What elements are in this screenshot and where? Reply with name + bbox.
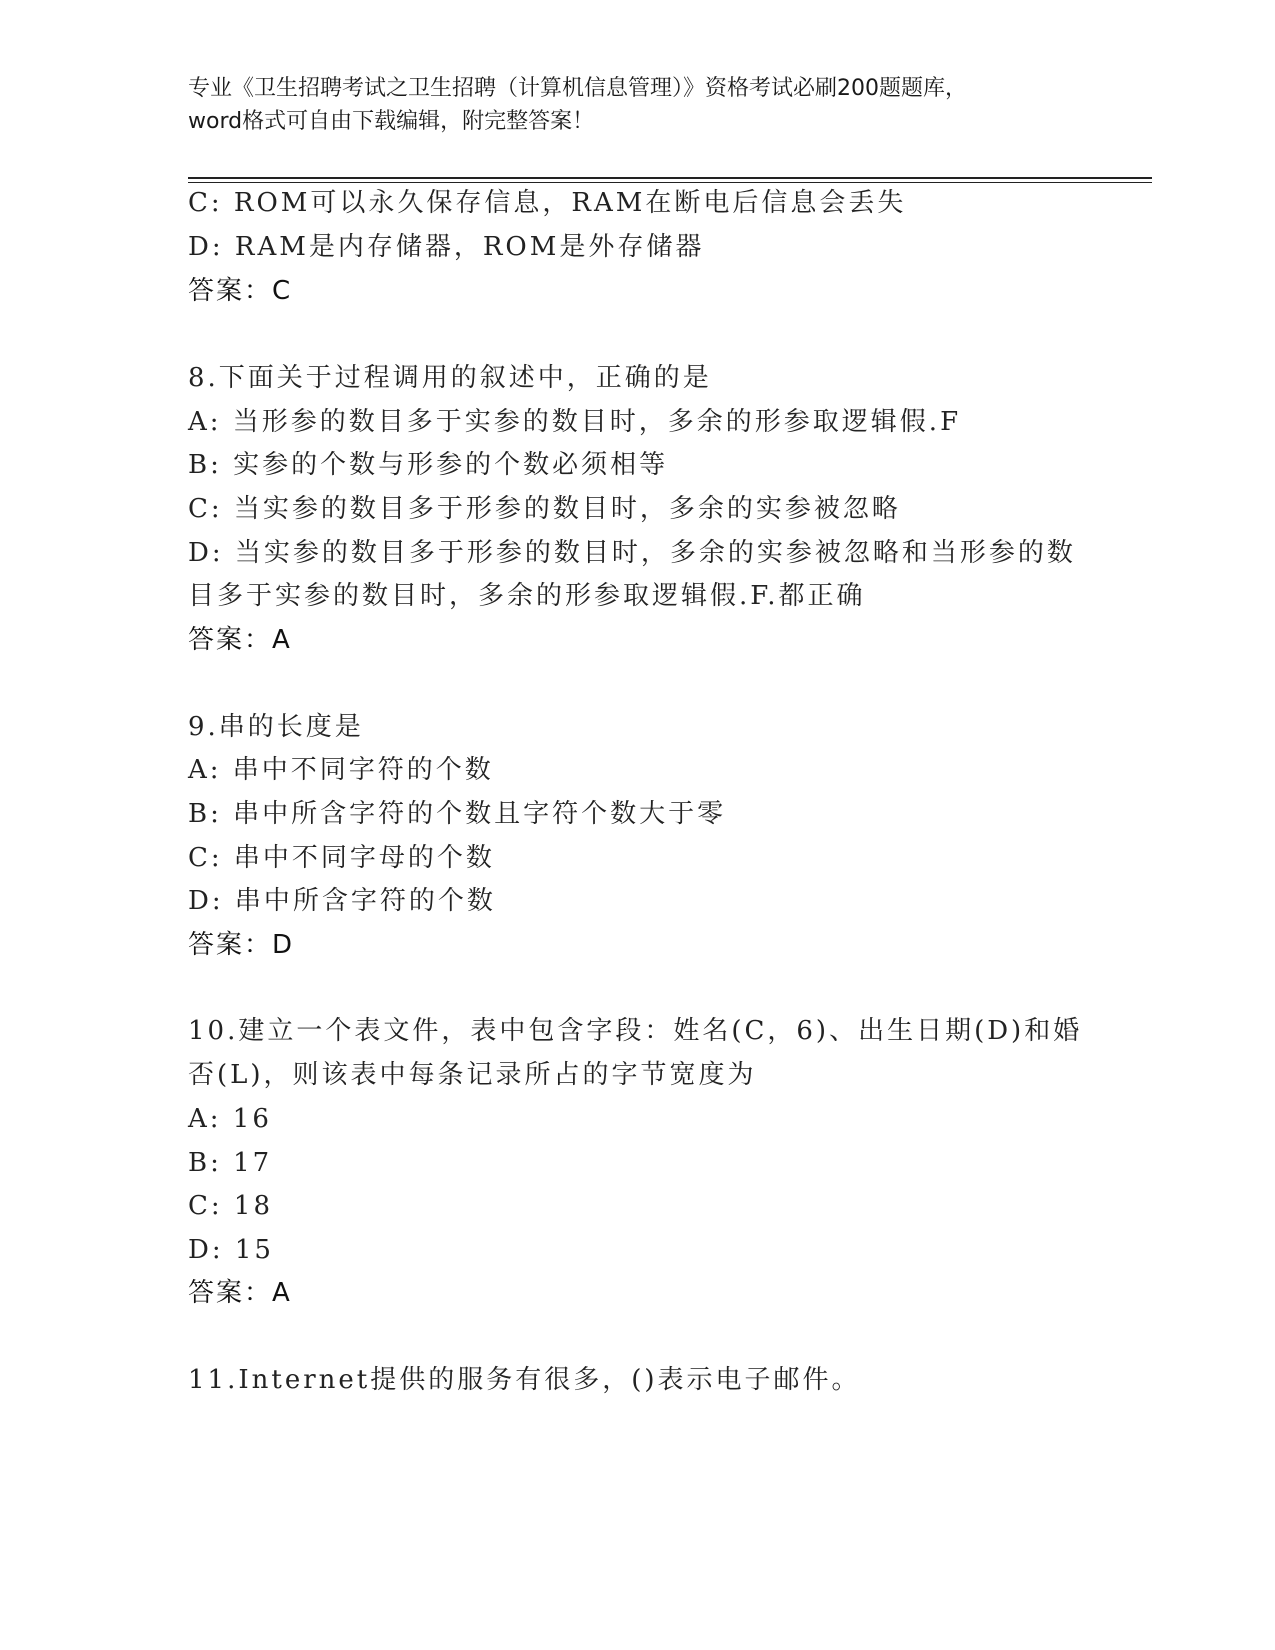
q8-option-c: C: 当实参的数目多于形参的数目时，多余的实参被忽略 <box>188 494 901 524</box>
q10-question-line-2: 否(L)，则该表中每条记录所占的字节宽度为 <box>188 1060 757 1090</box>
q10-option-d: D: 15 <box>188 1235 274 1265</box>
q10-option-a: A: 16 <box>188 1104 272 1134</box>
q9-option-c: C: 串中不同字母的个数 <box>188 843 495 873</box>
q8-answer: 答案：A <box>188 625 292 655</box>
q9-answer: 答案：D <box>188 930 295 960</box>
header-divider-thin <box>188 182 1152 183</box>
q10-question-line-1: 10.建立一个表文件，表中包含字段：姓名(C，6)、出生日期(D)和婚 <box>188 1016 1083 1046</box>
header-divider-thick <box>188 177 1152 179</box>
header-title-line-2: word格式可自由下载编辑，附完整答案！ <box>188 109 595 134</box>
q10-option-c: C: 18 <box>188 1191 274 1221</box>
q7-option-c: C: ROM可以永久保存信息，RAM在断电后信息会丢失 <box>188 188 907 218</box>
q10-option-b: B: 17 <box>188 1148 273 1178</box>
q9-option-d: D: 串中所含字符的个数 <box>188 886 496 916</box>
header-title-line-1: 专业《卫生招聘考试之卫生招聘（计算机信息管理）》资格考试必刷200题题库， <box>188 76 967 101</box>
q7-option-d: D: RAM是内存储器，ROM是外存储器 <box>188 232 705 262</box>
q8-option-b: B: 实参的个数与形参的个数必须相等 <box>188 450 669 480</box>
document-header <box>188 72 1088 138</box>
q9-option-a: A: 串中不同字符的个数 <box>188 755 494 785</box>
q8-question: 8.下面关于过程调用的叙述中，正确的是 <box>188 363 712 393</box>
q7-answer: 答案：C <box>188 276 293 306</box>
q8-option-d-line-2: 目多于实参的数目时，多余的形参取逻辑假.F.都正确 <box>188 581 866 611</box>
q8-option-d-line-1: D: 当实参的数目多于形参的数目时，多余的实参被忽略和当形参的数 <box>188 538 1076 568</box>
q10-answer: 答案：A <box>188 1278 292 1308</box>
q9-option-b: B: 串中所含字符的个数且字符个数大于零 <box>188 799 727 829</box>
q11-question: 11.Internet提供的服务有很多，()表示电子邮件。 <box>188 1365 861 1395</box>
q8-option-a: A: 当形参的数目多于实参的数目时，多余的形参取逻辑假.F <box>188 407 962 437</box>
q9-question: 9.串的长度是 <box>188 712 364 742</box>
